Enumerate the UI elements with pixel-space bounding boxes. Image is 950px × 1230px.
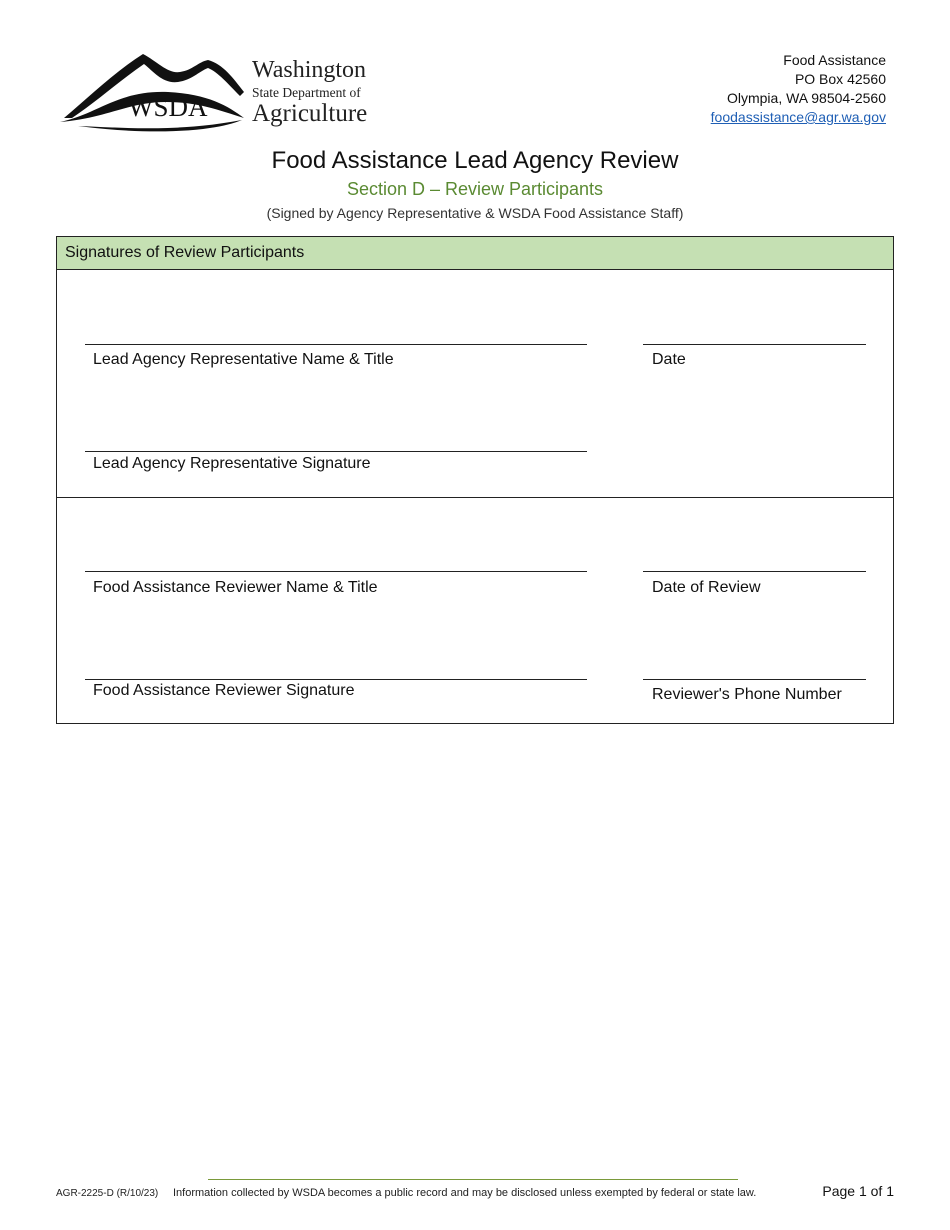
address-city: Olympia, WA 98504-2560 (726, 90, 886, 106)
section-divider (57, 497, 893, 498)
email-link[interactable]: foodassistance@agr.wa.gov (710, 109, 886, 125)
section-note: (Signed by Agency Representative & WSDA Food Assistance Staff) (266, 205, 684, 221)
reviewer-signature-label: Food Assistance Reviewer Signature (93, 682, 355, 699)
signatures-table (56, 236, 894, 724)
reviewer-name-title-line[interactable] (85, 571, 587, 572)
logo-badge-text: WSDA (128, 92, 208, 122)
section-title: Section D – Review Participants (346, 179, 604, 199)
reviewer-date-line[interactable] (643, 571, 866, 572)
agency-signature-line[interactable] (85, 451, 587, 452)
footer-form-id: AGR-2225-D (R/10/23) (56, 1188, 159, 1199)
address-po-box: PO Box 42560 (794, 71, 886, 87)
reviewer-signature-line[interactable] (85, 679, 587, 680)
footer-disclaimer: Information collected by WSDA becomes a public record and may be disclosed unless exempted by federal or state law. (173, 1187, 757, 1199)
agency-name-title-label: Lead Agency Representative Name & Title (93, 351, 394, 368)
footer-rule (208, 1179, 738, 1180)
signatures-heading: Signatures of Review Participants (57, 237, 893, 270)
page-number: Page 1 of 1 (822, 1183, 894, 1199)
agency-date-label: Date (652, 351, 686, 368)
logo-line-agriculture: Agriculture (252, 99, 368, 127)
reviewer-phone-line[interactable] (643, 679, 866, 680)
address-block (711, 51, 886, 127)
reviewer-name-title-label: Food Assistance Reviewer Name & Title (93, 579, 378, 596)
title-block (0, 146, 950, 223)
logo-wordmark (252, 58, 367, 126)
reviewer-date-label: Date of Review (652, 579, 761, 596)
agency-name-title-line[interactable] (85, 344, 587, 345)
agency-date-line[interactable] (643, 344, 866, 345)
agency-signature-label: Lead Agency Representative Signature (93, 455, 371, 472)
page-title: Food Assistance Lead Agency Review (271, 147, 679, 174)
address-program: Food Assistance (783, 52, 886, 68)
reviewer-phone-label: Reviewer's Phone Number (652, 686, 842, 703)
logo-line-state-department: State Department of (252, 85, 361, 100)
logo-line-washington: Washington (252, 57, 367, 83)
